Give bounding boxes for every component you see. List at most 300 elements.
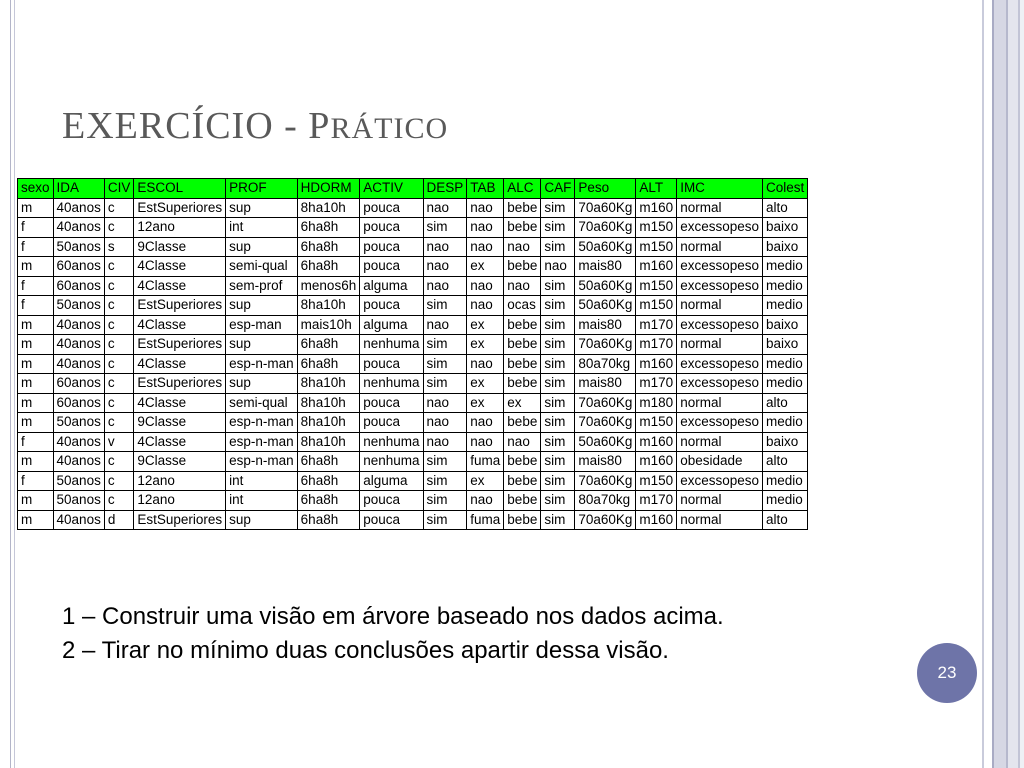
table-cell: 50a60Kg <box>575 276 636 296</box>
table-cell: nao <box>423 413 467 433</box>
table-cell: medio <box>763 354 808 374</box>
table-cell: sim <box>541 510 575 530</box>
table-cell: fuma <box>467 510 504 530</box>
table-cell: nao <box>423 315 467 335</box>
slide-title-main: EXERCÍCIO - P <box>62 105 331 147</box>
table-cell: sim <box>423 452 467 472</box>
table-cell: nao <box>467 276 504 296</box>
table-cell: ex <box>467 315 504 335</box>
table-cell: nao <box>504 276 541 296</box>
table-cell: mais10h <box>297 315 360 335</box>
table-cell: m160 <box>636 432 677 452</box>
table-cell: bebe <box>504 198 541 218</box>
table-cell: nao <box>504 432 541 452</box>
table-cell: 40anos <box>53 432 104 452</box>
table-cell: nao <box>467 432 504 452</box>
table-cell: medio <box>763 296 808 316</box>
table-cell: 6ha8h <box>297 335 360 355</box>
table-cell: 4Classe <box>134 276 226 296</box>
table-cell: m <box>18 413 54 433</box>
table-cell: c <box>104 354 134 374</box>
table-cell: d <box>104 510 134 530</box>
table-row <box>18 452 808 472</box>
table-cell: sim <box>541 237 575 257</box>
table-header-cell: TAB <box>467 179 504 199</box>
table-cell: sup <box>226 510 298 530</box>
table-cell: alto <box>763 452 808 472</box>
table-cell: 9Classe <box>134 413 226 433</box>
table-cell: excessopeso <box>677 218 763 238</box>
table-cell: c <box>104 471 134 491</box>
table-cell: 4Classe <box>134 393 226 413</box>
table-cell: 40anos <box>53 335 104 355</box>
table-cell: m <box>18 452 54 472</box>
table-cell: excessopeso <box>677 315 763 335</box>
table-cell: 50anos <box>53 296 104 316</box>
table-cell: sim <box>541 354 575 374</box>
table-cell: nao <box>423 257 467 277</box>
table-cell: 50anos <box>53 471 104 491</box>
table-cell: baixo <box>763 315 808 335</box>
table-cell: sim <box>423 296 467 316</box>
table-cell: nenhuma <box>360 335 423 355</box>
table-row <box>18 198 808 218</box>
table-cell: pouca <box>360 198 423 218</box>
table-cell: c <box>104 452 134 472</box>
table-header-row <box>18 179 808 199</box>
table-cell: ex <box>467 471 504 491</box>
table-cell: nao <box>467 296 504 316</box>
table-cell: pouca <box>360 393 423 413</box>
table-cell: c <box>104 218 134 238</box>
table-cell: 70a60Kg <box>575 413 636 433</box>
table-cell: nao <box>467 413 504 433</box>
table-cell: baixo <box>763 237 808 257</box>
table-cell: 70a60Kg <box>575 335 636 355</box>
exercise-line-2: 2 – Tirar no mínimo duas conclusões apartir dessa visão. <box>62 637 669 664</box>
table-cell: 70a60Kg <box>575 393 636 413</box>
table-row <box>18 393 808 413</box>
table-cell: EstSuperiores <box>134 510 226 530</box>
table-header-cell: DESP <box>423 179 467 199</box>
table-cell: sim <box>423 374 467 394</box>
table-cell: alto <box>763 393 808 413</box>
table-cell: semi-qual <box>226 257 298 277</box>
table-cell: nao <box>541 257 575 277</box>
table-cell: 60anos <box>53 257 104 277</box>
table-cell: bebe <box>504 354 541 374</box>
table-cell: 70a60Kg <box>575 198 636 218</box>
table-cell: esp-man <box>226 315 298 335</box>
table-header-cell: ALC <box>504 179 541 199</box>
table-cell: medio <box>763 374 808 394</box>
page-number-badge <box>917 643 977 703</box>
table-cell: nenhuma <box>360 374 423 394</box>
table-cell: EstSuperiores <box>134 335 226 355</box>
table-cell: alguma <box>360 315 423 335</box>
table-cell: pouca <box>360 218 423 238</box>
table-cell: menos6h <box>297 276 360 296</box>
table-cell: int <box>226 218 298 238</box>
table-cell: c <box>104 198 134 218</box>
table-cell: 8ha10h <box>297 374 360 394</box>
table-cell: bebe <box>504 374 541 394</box>
table-cell: sup <box>226 296 298 316</box>
table-cell: ex <box>504 393 541 413</box>
table-cell: m150 <box>636 276 677 296</box>
table-row <box>18 276 808 296</box>
slide-title-rest: RÁTICO <box>330 112 449 145</box>
table-cell: m <box>18 335 54 355</box>
table-cell: 6ha8h <box>297 257 360 277</box>
table-cell: baixo <box>763 432 808 452</box>
table-cell: bebe <box>504 413 541 433</box>
table-cell: 12ano <box>134 218 226 238</box>
table-cell: int <box>226 491 298 511</box>
table-cell: m160 <box>636 198 677 218</box>
table-cell: sim <box>423 218 467 238</box>
table-cell: esp-n-man <box>226 413 298 433</box>
table-cell: 6ha8h <box>297 452 360 472</box>
table-row <box>18 335 808 355</box>
table-cell: normal <box>677 335 763 355</box>
table-cell: m150 <box>636 413 677 433</box>
table-cell: m170 <box>636 491 677 511</box>
table-cell: m150 <box>636 471 677 491</box>
table-cell: m <box>18 374 54 394</box>
table-cell: EstSuperiores <box>134 374 226 394</box>
table-cell: sim <box>423 510 467 530</box>
table-cell: c <box>104 335 134 355</box>
table-cell: c <box>104 374 134 394</box>
table-cell: sim <box>541 452 575 472</box>
table-cell: sup <box>226 237 298 257</box>
table-cell: s <box>104 237 134 257</box>
table-cell: ex <box>467 335 504 355</box>
table-cell: sim <box>423 335 467 355</box>
table-cell: m <box>18 315 54 335</box>
table-cell: 8ha10h <box>297 198 360 218</box>
table-cell: nao <box>467 218 504 238</box>
table-cell: sim <box>541 335 575 355</box>
table-cell: sim <box>541 296 575 316</box>
table-cell: fuma <box>467 452 504 472</box>
table-row <box>18 510 808 530</box>
table-cell: 8ha10h <box>297 432 360 452</box>
table-cell: sim <box>541 432 575 452</box>
table-row <box>18 257 808 277</box>
table-cell: bebe <box>504 257 541 277</box>
table-cell: 6ha8h <box>297 237 360 257</box>
table-cell: excessopeso <box>677 354 763 374</box>
table-cell: pouca <box>360 296 423 316</box>
table-cell: 60anos <box>53 374 104 394</box>
table-cell: nao <box>423 432 467 452</box>
table-cell: baixo <box>763 218 808 238</box>
table-cell: excessopeso <box>677 413 763 433</box>
table-cell: sim <box>423 354 467 374</box>
table-cell: sim <box>541 276 575 296</box>
table-header-cell: ESCOL <box>134 179 226 199</box>
exercise-line-1: 1 – Construir uma visão em árvore baseado nos dados acima. <box>62 603 724 630</box>
table-cell: normal <box>677 491 763 511</box>
table-cell: c <box>104 276 134 296</box>
table-cell: normal <box>677 237 763 257</box>
table-cell: 70a60Kg <box>575 471 636 491</box>
table-cell: mais80 <box>575 257 636 277</box>
table-cell: nao <box>467 491 504 511</box>
table-cell: f <box>18 276 54 296</box>
table-cell: 4Classe <box>134 354 226 374</box>
table-cell: medio <box>763 491 808 511</box>
table-row <box>18 374 808 394</box>
table-cell: f <box>18 218 54 238</box>
table-row <box>18 218 808 238</box>
table-cell: bebe <box>504 471 541 491</box>
table-cell: 70a60Kg <box>575 218 636 238</box>
table-cell: v <box>104 432 134 452</box>
table-cell: sim <box>541 374 575 394</box>
table-cell: 6ha8h <box>297 491 360 511</box>
table-cell: m <box>18 510 54 530</box>
table-header-cell: Colest <box>763 179 808 199</box>
table-cell: pouca <box>360 354 423 374</box>
table-cell: 40anos <box>53 218 104 238</box>
exercise-text <box>62 600 782 668</box>
table-cell: nao <box>423 198 467 218</box>
table-cell: 40anos <box>53 510 104 530</box>
table-cell: 4Classe <box>134 432 226 452</box>
table-row <box>18 315 808 335</box>
table-cell: semi-qual <box>226 393 298 413</box>
table-header-cell: CAF <box>541 179 575 199</box>
table-cell: mais80 <box>575 315 636 335</box>
table-cell: f <box>18 237 54 257</box>
table-cell: 4Classe <box>134 315 226 335</box>
table-cell: obesidade <box>677 452 763 472</box>
table-cell: 70a60Kg <box>575 510 636 530</box>
table-row <box>18 491 808 511</box>
table-cell: c <box>104 413 134 433</box>
table-cell: sim <box>541 413 575 433</box>
table-cell: c <box>104 257 134 277</box>
table-cell: m150 <box>636 218 677 238</box>
table-row <box>18 471 808 491</box>
table-cell: nao <box>423 276 467 296</box>
table-row <box>18 432 808 452</box>
table-header-cell: PROF <box>226 179 298 199</box>
table-cell: 9Classe <box>134 237 226 257</box>
table-cell: sim <box>541 198 575 218</box>
table-cell: esp-n-man <box>226 354 298 374</box>
table-cell: 60anos <box>53 276 104 296</box>
data-table <box>17 178 808 530</box>
table-body <box>18 198 808 530</box>
table-cell: m180 <box>636 393 677 413</box>
table-cell: sim <box>541 491 575 511</box>
table-cell: pouca <box>360 491 423 511</box>
table-cell: ex <box>467 257 504 277</box>
table-header-cell: ACTIV <box>360 179 423 199</box>
table-cell: medio <box>763 276 808 296</box>
table-cell: mais80 <box>575 452 636 472</box>
slide-title <box>62 104 448 148</box>
table-cell: 50a60Kg <box>575 296 636 316</box>
table-cell: nao <box>467 237 504 257</box>
table-cell: c <box>104 393 134 413</box>
table-cell: 80a70kg <box>575 491 636 511</box>
table-cell: c <box>104 491 134 511</box>
table-cell: pouca <box>360 257 423 277</box>
table-header-cell: Peso <box>575 179 636 199</box>
table-cell: 12ano <box>134 471 226 491</box>
table-cell: bebe <box>504 335 541 355</box>
table-cell: pouca <box>360 510 423 530</box>
table-cell: sup <box>226 335 298 355</box>
table-cell: m170 <box>636 335 677 355</box>
table-cell: nenhuma <box>360 432 423 452</box>
table-cell: EstSuperiores <box>134 296 226 316</box>
table-cell: 40anos <box>53 198 104 218</box>
table-cell: m <box>18 491 54 511</box>
table-cell: 80a70kg <box>575 354 636 374</box>
table-cell: 6ha8h <box>297 510 360 530</box>
table-cell: sim <box>423 491 467 511</box>
table-cell: nao <box>467 198 504 218</box>
table-cell: 6ha8h <box>297 354 360 374</box>
table-row <box>18 354 808 374</box>
table-cell: normal <box>677 432 763 452</box>
table-cell: pouca <box>360 413 423 433</box>
table-row <box>18 296 808 316</box>
table-cell: m <box>18 393 54 413</box>
table-cell: 50anos <box>53 413 104 433</box>
table-cell: alguma <box>360 471 423 491</box>
table-cell: f <box>18 471 54 491</box>
table-cell: sup <box>226 374 298 394</box>
table-cell: bebe <box>504 491 541 511</box>
right-decorative-stripes <box>978 0 1024 768</box>
table-cell: excessopeso <box>677 374 763 394</box>
table-cell: nao <box>504 237 541 257</box>
table-cell: medio <box>763 413 808 433</box>
table-cell: 50a60Kg <box>575 237 636 257</box>
table-cell: EstSuperiores <box>134 198 226 218</box>
table-cell: m160 <box>636 354 677 374</box>
table-cell: sim <box>541 393 575 413</box>
table-cell: normal <box>677 393 763 413</box>
table-cell: normal <box>677 296 763 316</box>
table-cell: ex <box>467 374 504 394</box>
table-cell: m170 <box>636 374 677 394</box>
table-cell: m170 <box>636 315 677 335</box>
table-cell: 8ha10h <box>297 296 360 316</box>
table-cell: 6ha8h <box>297 218 360 238</box>
table-cell: int <box>226 471 298 491</box>
table-cell: c <box>104 296 134 316</box>
table-cell: sem-prof <box>226 276 298 296</box>
table-cell: alto <box>763 198 808 218</box>
table-cell: pouca <box>360 237 423 257</box>
table-cell: m <box>18 198 54 218</box>
table-cell: 50a60Kg <box>575 432 636 452</box>
table-cell: medio <box>763 471 808 491</box>
table-cell: m160 <box>636 257 677 277</box>
table-cell: 6ha8h <box>297 471 360 491</box>
table-cell: m <box>18 354 54 374</box>
table-cell: m160 <box>636 452 677 472</box>
table-header-cell: IDA <box>53 179 104 199</box>
table-row <box>18 237 808 257</box>
table-cell: nao <box>423 237 467 257</box>
table-header-cell: IMC <box>677 179 763 199</box>
table-cell: sup <box>226 198 298 218</box>
table-cell: medio <box>763 257 808 277</box>
table-cell: excessopeso <box>677 276 763 296</box>
table-cell: nao <box>467 354 504 374</box>
table-cell: ex <box>467 393 504 413</box>
table-cell: esp-n-man <box>226 432 298 452</box>
table-cell: m150 <box>636 237 677 257</box>
table-cell: 50anos <box>53 237 104 257</box>
table-header-cell: ALT <box>636 179 677 199</box>
table-cell: f <box>18 296 54 316</box>
table-cell: baixo <box>763 335 808 355</box>
table-cell: bebe <box>504 452 541 472</box>
page-number: 23 <box>937 663 957 682</box>
table-cell: alguma <box>360 276 423 296</box>
table-cell: 60anos <box>53 393 104 413</box>
table-cell: f <box>18 432 54 452</box>
table-cell: excessopeso <box>677 471 763 491</box>
table-cell: excessopeso <box>677 257 763 277</box>
table-cell: nao <box>423 393 467 413</box>
table-cell: ocas <box>504 296 541 316</box>
table-cell: sim <box>423 471 467 491</box>
table-cell: 4Classe <box>134 257 226 277</box>
table-cell: m <box>18 257 54 277</box>
table-cell: c <box>104 315 134 335</box>
table-cell: alto <box>763 510 808 530</box>
table-cell: bebe <box>504 510 541 530</box>
table-cell: bebe <box>504 218 541 238</box>
table-cell: 8ha10h <box>297 393 360 413</box>
table-cell: 9Classe <box>134 452 226 472</box>
table-cell: 8ha10h <box>297 413 360 433</box>
table-header-cell: CIV <box>104 179 134 199</box>
table-cell: bebe <box>504 315 541 335</box>
table-cell: mais80 <box>575 374 636 394</box>
table-cell: 40anos <box>53 354 104 374</box>
table-cell: sim <box>541 315 575 335</box>
table-cell: m150 <box>636 296 677 316</box>
table-cell: 50anos <box>53 491 104 511</box>
table-cell: nenhuma <box>360 452 423 472</box>
table-cell: esp-n-man <box>226 452 298 472</box>
table-cell: sim <box>541 471 575 491</box>
table-cell: normal <box>677 198 763 218</box>
table-cell: 12ano <box>134 491 226 511</box>
table-cell: m160 <box>636 510 677 530</box>
table-cell: sim <box>541 218 575 238</box>
table-header-cell: sexo <box>18 179 54 199</box>
table-cell: 40anos <box>53 452 104 472</box>
table-cell: normal <box>677 510 763 530</box>
table-header-cell: HDORM <box>297 179 360 199</box>
left-decorative-border <box>0 0 11 768</box>
table-row <box>18 413 808 433</box>
table-cell: 40anos <box>53 315 104 335</box>
